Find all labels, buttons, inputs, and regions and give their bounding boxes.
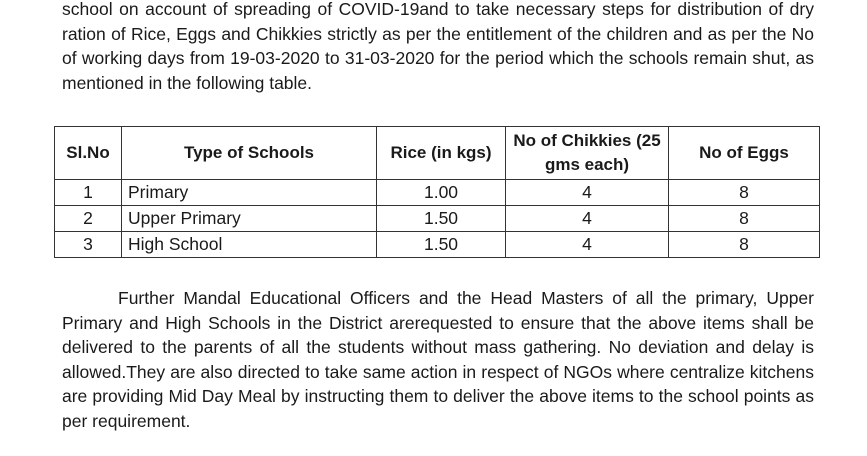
cell-slno: 1 (55, 180, 122, 206)
paragraph-instructions: Further Mandal Educational Officers and the Head Masters of all the primary, Upper Primary and High Schools in the District arerequested to ensure that the above items shall be delivered to the parents of all the students without mass gathering. No deviation and delay is allowed.They are also directed to take same action in respect of NGOs where centralize kitchens are providing Mid Day Meal by instructing them to deliver the above items to the school points as per requirement. (62, 288, 814, 431)
table-row (55, 232, 820, 258)
cell-eggs: 8 (669, 180, 820, 206)
paragraph-intro: school on account of spreading of COVID-19and to take necessary steps for distribution of dry ration of Rice, Eggs and Chikkies strictly as per the entitlement of the children and as per the No of working days from 19-03-2020 to 31-03-2020 for the period which the schools remain shut, as mentioned in the following table. (62, 0, 814, 93)
header-type: Type of Schools (122, 127, 377, 180)
cell-chikkies: 4 (506, 232, 669, 258)
table-row (55, 180, 820, 206)
header-chikkies: No of Chikkies (25 gms each) (506, 127, 669, 180)
cell-chikkies: 4 (506, 206, 669, 232)
header-rice: Rice (in kgs) (377, 127, 506, 180)
cell-slno: 2 (55, 206, 122, 232)
cell-slno: 3 (55, 232, 122, 258)
table-row (55, 206, 820, 232)
cell-rice: 1.50 (377, 206, 506, 232)
header-eggs: No of Eggs (669, 127, 820, 180)
cell-type: High School (122, 232, 377, 258)
cell-rice: 1.50 (377, 232, 506, 258)
ration-table (54, 126, 820, 258)
header-slno: Sl.No (55, 127, 122, 180)
cell-eggs: 8 (669, 206, 820, 232)
table-header-row (55, 127, 820, 180)
cell-chikkies: 4 (506, 180, 669, 206)
cell-rice: 1.00 (377, 180, 506, 206)
cell-type: Primary (122, 180, 377, 206)
cell-eggs: 8 (669, 232, 820, 258)
cell-type: Upper Primary (122, 206, 377, 232)
